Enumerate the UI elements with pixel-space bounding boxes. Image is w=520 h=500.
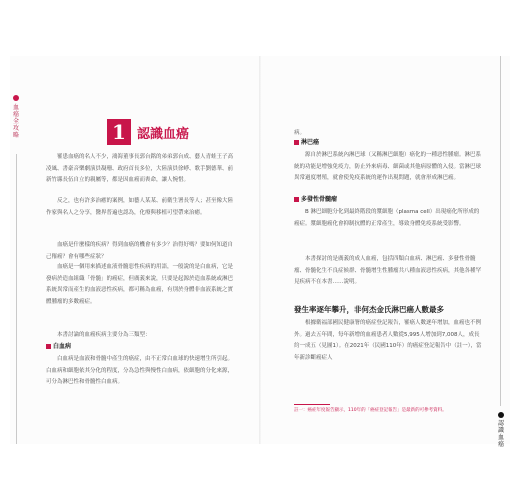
right-page — [261, 56, 510, 444]
paragraph-1: 罹患血癌的名人不少，鴻海董事長郭台銘的弟弟郭台成、藝人青蛙王子高凌風、書豪音樂劇演員凝珊、政府首長多位，大陸演員徐崢、歌手劉德華、前新竹縣長伍自立的親屬等，都是因血癌而喪命，讓人惋惜。 — [46, 154, 234, 183]
book-spread — [10, 56, 510, 448]
chapter-number: 1 — [107, 119, 131, 145]
paragraph-section: 根據衛福部國民健康署的癌症登記報告，罹癌人數逐年增加，血癌也不例外。過去五年間，每年新增的血癌患者人數從5,995人增加到7,008人，成長約一成五（見圖1）。在2021年（民國110年）的癌症登記報告中（註一），當年新診斷癌症人 — [294, 320, 482, 361]
footnote-rule — [294, 404, 330, 405]
side-rule — [16, 154, 17, 444]
bullet-icon — [294, 197, 299, 202]
paragraph-6: 白血病是血液和骨髓中產生的癌症，由不正常白血球的快速增生所引起。白血病和細胞依其分化的程度，分為急性與慢性白血病，依細胞的分化來源，可分為淋巴性和骨髓性白血病。 — [46, 356, 234, 385]
paragraph-4: 血癌是一個用來描述血液骨髓惡性疾病的用語，一般說的是白血病，它是發病於造血組織「骨髓」的癌症，但廣義來說，只要是起源於造血系統或淋巴系統異常而產生的血液惡性疾病，都可稱為血癌，有別於身體非血液系統之實體腫瘤的多數癌症。 — [46, 264, 234, 305]
paragraph-lymphoma: 源自於淋巴系統內淋巴球（又稱淋巴細胞）癌化的一種惡性腫瘤。淋巴系統的功能是增強免疫力，防止外來病毒、細菌或其他病原體的入侵。當淋巴球異常過度增殖，就會使免疫系統的運作出現問題，就會形成淋巴癌。 — [294, 152, 482, 181]
bullet-icon — [294, 140, 299, 145]
side-label: 血癌全攻略 — [13, 104, 20, 139]
paragraph-top: 病。 — [294, 130, 306, 136]
side-rule-right — [500, 56, 501, 406]
chapter-heading — [107, 119, 189, 145]
paragraph-2: 反之，也有許多治癒的案例，如藝人某某、前衛生署長等人；甚至像大陸作家與名人之分享，醫界普遍也認為，化療與移植可望帶來治癒。 — [46, 198, 234, 216]
paragraph-summary: 本書探討的是廣義的成人血癌，包括四類白血病、淋巴癌、多發性骨髓瘤、骨髓化生不良症候群、骨髓增生性腫瘤共八種血液惡性疾病，其他各種罕見疾病不在本書……說明。 — [294, 256, 482, 285]
paragraph-myeloma: B 淋巴細胞分化到最終階段的漿細胞（plasma cell）出現癌化所形成的癌症。漿細胞癌化會抑制抗體的正常產生，導致身體免疫系統受影響。 — [294, 209, 480, 227]
side-tab-marker — [13, 95, 19, 101]
heading-lymphoma: 淋巴癌 — [294, 139, 319, 147]
paragraph-5: 本書討論的血癌疾病主要分為三類型： — [57, 332, 151, 338]
section-title: 發生率逐年攀升，非何杰金氏淋巴癌人數最多 — [294, 305, 444, 314]
side-tab-marker-right — [498, 412, 504, 418]
side-label-right: 認識血癌 — [498, 420, 505, 448]
chapter-title: 認識血癌 — [137, 126, 190, 142]
footnote: 註一：癌症年度報告顯示，110年的「癌症登記報告」是最新的可參考資料。 — [294, 408, 447, 413]
paragraph-3: 血癌是什麼樣的疾病？得到血癌的機會有多少？治得好嗎？要如何知道自己罹癌？會有哪些症狀？ — [46, 242, 234, 260]
heading-myeloma: 多發性骨髓瘤 — [294, 196, 337, 204]
heading-leukemia: 白血病 — [46, 343, 71, 351]
bullet-icon — [46, 344, 51, 349]
